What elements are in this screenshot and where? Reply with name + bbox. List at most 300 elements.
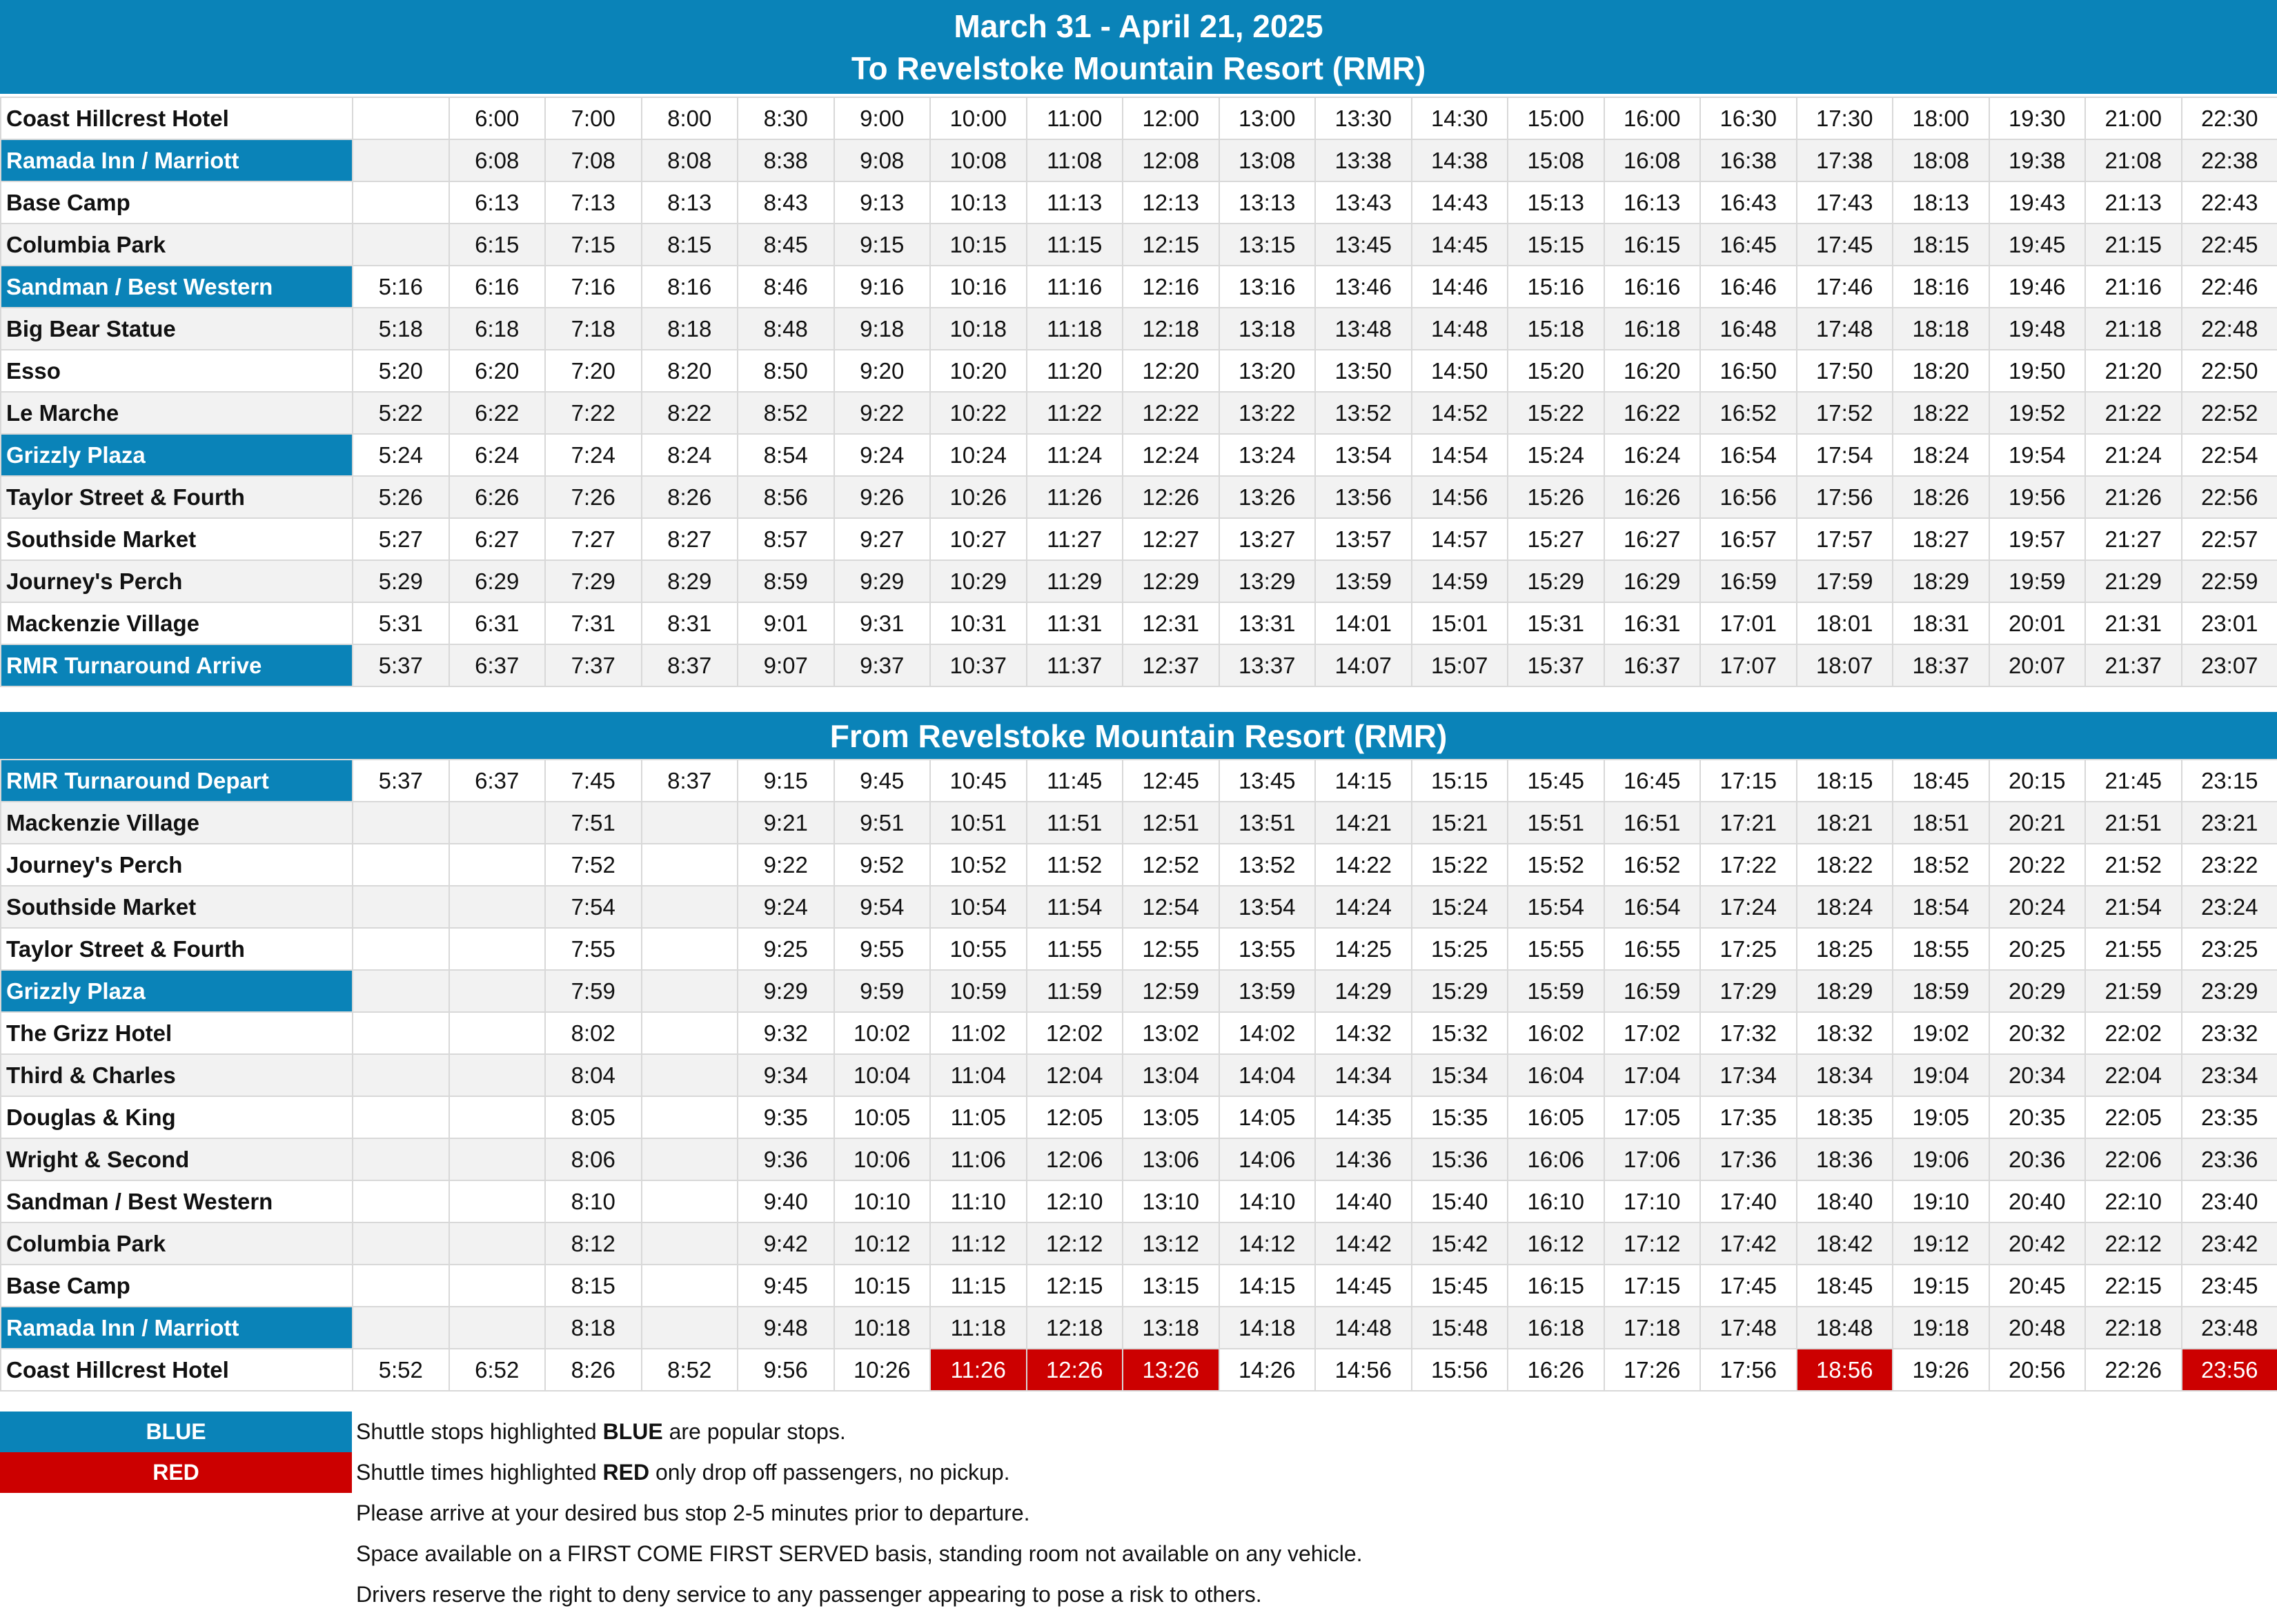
departure-time: 8:00 (642, 97, 738, 139)
departure-time: 10:00 (930, 97, 1027, 139)
stop-row (1, 928, 2277, 970)
departure-time: 14:01 (1315, 602, 1412, 644)
departure-time: 8:52 (738, 392, 834, 434)
departure-time: 20:22 (1989, 844, 2086, 886)
departure-time: 14:45 (1315, 1265, 1412, 1307)
stop-name: RMR Turnaround Depart (1, 760, 353, 802)
departure-time: 18:21 (1797, 802, 1893, 844)
legend-blue-swatch: BLUE (0, 1412, 352, 1452)
departure-time: 19:50 (1989, 350, 2086, 392)
departure-time: 15:00 (1508, 97, 1604, 139)
departure-time: 23:25 (2182, 928, 2277, 970)
departure-time: 10:18 (834, 1307, 931, 1349)
departure-time: 18:07 (1797, 644, 1893, 686)
departure-time: 16:52 (1700, 392, 1797, 434)
departure-time: 13:45 (1219, 760, 1316, 802)
departure-time: 15:15 (1412, 760, 1508, 802)
departure-time (449, 844, 546, 886)
departure-time: 19:05 (1893, 1096, 1989, 1138)
legend-blue-post: are popular stops. (662, 1419, 846, 1444)
departure-time: 14:38 (1412, 139, 1508, 181)
stop-row (1, 1096, 2277, 1138)
departure-time (642, 1180, 738, 1222)
departure-time: 10:37 (930, 644, 1027, 686)
departure-time: 16:00 (1604, 97, 1701, 139)
departure-time: 16:59 (1604, 970, 1701, 1012)
departure-time: 19:12 (1893, 1222, 1989, 1265)
departure-time: 9:29 (738, 970, 834, 1012)
departure-time (642, 928, 738, 970)
departure-time: 18:15 (1893, 224, 1989, 266)
departure-time: 8:24 (642, 434, 738, 476)
departure-time: 14:57 (1412, 518, 1508, 560)
stop-row (1, 1054, 2277, 1096)
departure-time: 13:57 (1315, 518, 1412, 560)
departure-time: 17:01 (1700, 602, 1797, 644)
stop-row (1, 1222, 2277, 1265)
departure-time: 19:38 (1989, 139, 2086, 181)
from-rmr-title: From Revelstoke Mountain Resort (RMR) (0, 712, 2277, 759)
departure-time: 9:01 (738, 602, 834, 644)
departure-time: 22:12 (2085, 1222, 2182, 1265)
departure-time: 10:12 (834, 1222, 931, 1265)
stop-name: Journey's Perch (1, 560, 353, 602)
departure-time: 18:13 (1893, 181, 1989, 224)
departure-time: 11:10 (930, 1180, 1027, 1222)
stop-name: Coast Hillcrest Hotel (1, 1349, 353, 1391)
departure-time: 20:56 (1989, 1349, 2086, 1391)
departure-time: 13:02 (1123, 1012, 1219, 1054)
departure-time: 9:45 (834, 760, 931, 802)
departure-time: 13:18 (1123, 1307, 1219, 1349)
departure-time: 9:25 (738, 928, 834, 970)
departure-time: 5:52 (353, 1349, 449, 1391)
departure-time: 7:16 (545, 266, 642, 308)
departure-time: 14:25 (1315, 928, 1412, 970)
departure-time: 16:30 (1700, 97, 1797, 139)
departure-time: 12:12 (1027, 1222, 1123, 1265)
departure-time: 20:24 (1989, 886, 2086, 928)
departure-time: 13:37 (1219, 644, 1316, 686)
departure-time: 15:24 (1412, 886, 1508, 928)
date-range-title: March 31 - April 21, 2025 (954, 8, 1323, 44)
departure-time: 16:55 (1604, 928, 1701, 970)
departure-time: 6:31 (449, 602, 546, 644)
stop-name: Ramada Inn / Marriott (1, 1307, 353, 1349)
departure-time: 14:12 (1219, 1222, 1316, 1265)
departure-time: 13:52 (1219, 844, 1316, 886)
departure-time: 11:55 (1027, 928, 1123, 970)
departure-time: 14:48 (1315, 1307, 1412, 1349)
departure-time: 23:07 (2182, 644, 2277, 686)
departure-time: 15:35 (1412, 1096, 1508, 1138)
departure-time (353, 224, 449, 266)
departure-time: 20:32 (1989, 1012, 2086, 1054)
departure-time: 20:35 (1989, 1096, 2086, 1138)
departure-time: 9:45 (738, 1265, 834, 1307)
departure-time: 15:32 (1412, 1012, 1508, 1054)
departure-time: 9:20 (834, 350, 931, 392)
departure-time: 11:15 (930, 1265, 1027, 1307)
departure-time: 8:26 (642, 476, 738, 518)
departure-time: 5:26 (353, 476, 449, 518)
departure-time: 18:51 (1893, 802, 1989, 844)
departure-time: 16:43 (1700, 181, 1797, 224)
departure-time: 5:16 (353, 266, 449, 308)
departure-time: 18:27 (1893, 518, 1989, 560)
departure-time: 14:40 (1315, 1180, 1412, 1222)
departure-time: 12:20 (1123, 350, 1219, 392)
departure-time: 7:15 (545, 224, 642, 266)
departure-time: 11:12 (930, 1222, 1027, 1265)
departure-time: 13:29 (1219, 560, 1316, 602)
departure-time: 10:26 (834, 1349, 931, 1391)
departure-time: 5:37 (353, 644, 449, 686)
departure-time: 8:29 (642, 560, 738, 602)
departure-time: 17:15 (1700, 760, 1797, 802)
stop-row (1, 224, 2277, 266)
departure-time: 15:18 (1508, 308, 1604, 350)
departure-time (642, 802, 738, 844)
legend-blue-bold: BLUE (602, 1419, 663, 1444)
departure-time: 11:08 (1027, 139, 1123, 181)
departure-time: 13:59 (1315, 560, 1412, 602)
departure-time: 9:32 (738, 1012, 834, 1054)
departure-time: 11:16 (1027, 266, 1123, 308)
departure-time: 8:02 (545, 1012, 642, 1054)
departure-time: 8:10 (545, 1180, 642, 1222)
departure-time: 17:54 (1797, 434, 1893, 476)
departure-time: 22:57 (2182, 518, 2277, 560)
departure-time: 14:56 (1412, 476, 1508, 518)
departure-time: 17:50 (1797, 350, 1893, 392)
departure-time: 12:24 (1123, 434, 1219, 476)
departure-time: 16:15 (1604, 224, 1701, 266)
departure-time: 9:24 (738, 886, 834, 928)
departure-time: 21:00 (2085, 97, 2182, 139)
departure-time: 16:31 (1604, 602, 1701, 644)
departure-time (449, 1222, 546, 1265)
departure-time: 7:52 (545, 844, 642, 886)
departure-time: 9:56 (738, 1349, 834, 1391)
departure-time: 18:54 (1893, 886, 1989, 928)
departure-time (353, 928, 449, 970)
departure-time: 16:05 (1508, 1096, 1604, 1138)
departure-time: 9:37 (834, 644, 931, 686)
departure-time: 17:32 (1700, 1012, 1797, 1054)
departure-time (449, 886, 546, 928)
departure-time: 11:18 (930, 1307, 1027, 1349)
departure-time: 10:29 (930, 560, 1027, 602)
departure-time: 23:48 (2182, 1307, 2277, 1349)
departure-time: 8:56 (738, 476, 834, 518)
departure-time: 15:16 (1508, 266, 1604, 308)
departure-time: 6:26 (449, 476, 546, 518)
departure-time: 14:07 (1315, 644, 1412, 686)
departure-time: 22:06 (2085, 1138, 2182, 1180)
departure-time: 7:18 (545, 308, 642, 350)
stop-name: Sandman / Best Western (1, 266, 353, 308)
departure-time (353, 181, 449, 224)
departure-time: 6:29 (449, 560, 546, 602)
departure-time: 13:08 (1219, 139, 1316, 181)
departure-time: 6:15 (449, 224, 546, 266)
departure-time: 8:37 (642, 760, 738, 802)
departure-time: 16:24 (1604, 434, 1701, 476)
departure-time: 10:18 (930, 308, 1027, 350)
departure-time (353, 1307, 449, 1349)
departure-time: 8:08 (642, 139, 738, 181)
stop-name: Big Bear Statue (1, 308, 353, 350)
departure-time: 15:36 (1412, 1138, 1508, 1180)
departure-time: 9:13 (834, 181, 931, 224)
departure-time: 15:59 (1508, 970, 1604, 1012)
departure-time (449, 802, 546, 844)
departure-time (642, 1307, 738, 1349)
departure-time: 16:51 (1604, 802, 1701, 844)
departure-time: 23:24 (2182, 886, 2277, 928)
departure-time: 21:18 (2085, 308, 2182, 350)
departure-time: 18:16 (1893, 266, 1989, 308)
departure-time: 22:59 (2182, 560, 2277, 602)
departure-time: 15:01 (1412, 602, 1508, 644)
departure-time: 12:02 (1027, 1012, 1123, 1054)
departure-time: 21:55 (2085, 928, 2182, 970)
departure-time: 14:34 (1315, 1054, 1412, 1096)
departure-time: 21:24 (2085, 434, 2182, 476)
legend-red-text (356, 1452, 1010, 1493)
departure-time: 21:45 (2085, 760, 2182, 802)
departure-time: 19:54 (1989, 434, 2086, 476)
departure-time: 15:45 (1508, 760, 1604, 802)
departure-time: 16:50 (1700, 350, 1797, 392)
departure-time: 22:05 (2085, 1096, 2182, 1138)
departure-time: 21:20 (2085, 350, 2182, 392)
departure-time: 22:18 (2085, 1307, 2182, 1349)
departure-time: 18:01 (1797, 602, 1893, 644)
departure-time: 17:12 (1604, 1222, 1701, 1265)
departure-time: 9:21 (738, 802, 834, 844)
departure-time: 18:48 (1797, 1307, 1893, 1349)
departure-time: 20:45 (1989, 1265, 2086, 1307)
departure-time: 16:02 (1508, 1012, 1604, 1054)
departure-time: 12:37 (1123, 644, 1219, 686)
stop-name: Base Camp (1, 181, 353, 224)
departure-time (449, 928, 546, 970)
departure-time: 19:15 (1893, 1265, 1989, 1307)
departure-time: 15:48 (1412, 1307, 1508, 1349)
departure-time: 7:31 (545, 602, 642, 644)
departure-time: 14:46 (1412, 266, 1508, 308)
departure-time: 7:51 (545, 802, 642, 844)
departure-time: 13:50 (1315, 350, 1412, 392)
departure-time: 7:13 (545, 181, 642, 224)
departure-time: 17:05 (1604, 1096, 1701, 1138)
stop-name: Base Camp (1, 1265, 353, 1307)
legend-note-row (0, 1493, 2277, 1534)
departure-time: 16:29 (1604, 560, 1701, 602)
departure-time: 13:55 (1219, 928, 1316, 970)
departure-time: 22:48 (2182, 308, 2277, 350)
departure-time: 11:51 (1027, 802, 1123, 844)
departure-time: 8:57 (738, 518, 834, 560)
departure-time: 17:26 (1604, 1349, 1701, 1391)
departure-time: 17:40 (1700, 1180, 1797, 1222)
departure-time: 10:24 (930, 434, 1027, 476)
departure-time: 18:15 (1797, 760, 1893, 802)
departure-time: 11:31 (1027, 602, 1123, 644)
stop-name: Douglas & King (1, 1096, 353, 1138)
departure-time: 10:31 (930, 602, 1027, 644)
departure-time: 17:34 (1700, 1054, 1797, 1096)
departure-time: 15:54 (1508, 886, 1604, 928)
departure-time: 14:56 (1315, 1349, 1412, 1391)
departure-time: 11:59 (1027, 970, 1123, 1012)
departure-time: 10:59 (930, 970, 1027, 1012)
departure-time: 6:37 (449, 644, 546, 686)
departure-time: 15:37 (1508, 644, 1604, 686)
departure-time: 16:18 (1508, 1307, 1604, 1349)
departure-time: 18:25 (1797, 928, 1893, 970)
departure-time: 9:16 (834, 266, 931, 308)
departure-time: 12:52 (1123, 844, 1219, 886)
departure-time: 9:35 (738, 1096, 834, 1138)
departure-time: 12:06 (1027, 1138, 1123, 1180)
departure-time: 22:04 (2085, 1054, 2182, 1096)
departure-time: 7:54 (545, 886, 642, 928)
stop-row (1, 644, 2277, 686)
departure-time (642, 1265, 738, 1307)
departure-time: 16:52 (1604, 844, 1701, 886)
departure-time (449, 1180, 546, 1222)
departure-time: 18:32 (1797, 1012, 1893, 1054)
departure-time: 14:21 (1315, 802, 1412, 844)
departure-time: 18:36 (1797, 1138, 1893, 1180)
departure-time (353, 1222, 449, 1265)
departure-time: 8:46 (738, 266, 834, 308)
departure-time: 15:27 (1508, 518, 1604, 560)
departure-time: 15:21 (1412, 802, 1508, 844)
departure-time: 15:52 (1508, 844, 1604, 886)
departure-time (353, 970, 449, 1012)
from-rmr-timetable (0, 759, 2277, 1392)
departure-time: 22:10 (2085, 1180, 2182, 1222)
departure-time: 9:22 (738, 844, 834, 886)
departure-time: 16:37 (1604, 644, 1701, 686)
departure-time: 19:26 (1893, 1349, 1989, 1391)
departure-time: 8:12 (545, 1222, 642, 1265)
departure-time: 12:26 (1027, 1349, 1123, 1391)
departure-time: 13:31 (1219, 602, 1316, 644)
departure-time: 5:27 (353, 518, 449, 560)
departure-time: 8:05 (545, 1096, 642, 1138)
departure-time: 18:20 (1893, 350, 1989, 392)
departure-time: 22:52 (2182, 392, 2277, 434)
departure-time: 8:22 (642, 392, 738, 434)
departure-time: 8:18 (545, 1307, 642, 1349)
departure-time: 14:59 (1412, 560, 1508, 602)
departure-time: 6:27 (449, 518, 546, 560)
departure-time: 18:18 (1893, 308, 1989, 350)
departure-time: 23:29 (2182, 970, 2277, 1012)
departure-time: 19:59 (1989, 560, 2086, 602)
departure-time: 11:27 (1027, 518, 1123, 560)
departure-time: 13:26 (1219, 476, 1316, 518)
departure-time: 6:24 (449, 434, 546, 476)
legend-red-post: only drop off passengers, no pickup. (649, 1460, 1010, 1485)
stop-row (1, 1307, 2277, 1349)
departure-time: 13:52 (1315, 392, 1412, 434)
departure-time: 22:54 (2182, 434, 2277, 476)
stop-name: Southside Market (1, 886, 353, 928)
stop-row (1, 1265, 2277, 1307)
departure-time: 15:40 (1412, 1180, 1508, 1222)
departure-time (353, 1180, 449, 1222)
stop-row (1, 476, 2277, 518)
departure-time: 6:22 (449, 392, 546, 434)
departure-time: 16:54 (1604, 886, 1701, 928)
departure-time: 10:45 (930, 760, 1027, 802)
departure-time: 13:59 (1219, 970, 1316, 1012)
departure-time: 23:35 (2182, 1096, 2277, 1138)
legend-note-row (0, 1574, 2277, 1615)
departure-time: 13:18 (1219, 308, 1316, 350)
departure-time: 23:21 (2182, 802, 2277, 844)
stop-name: Ramada Inn / Marriott (1, 139, 353, 181)
departure-time: 6:20 (449, 350, 546, 392)
departure-time: 14:43 (1412, 181, 1508, 224)
departure-time: 12:00 (1123, 97, 1219, 139)
departure-time: 17:07 (1700, 644, 1797, 686)
departure-time: 11:22 (1027, 392, 1123, 434)
stop-row (1, 886, 2277, 928)
departure-time: 13:38 (1315, 139, 1412, 181)
departure-time: 17:42 (1700, 1222, 1797, 1265)
departure-time: 11:20 (1027, 350, 1123, 392)
departure-time: 9:52 (834, 844, 931, 886)
departure-time: 18:56 (1797, 1349, 1893, 1391)
stop-row (1, 181, 2277, 224)
departure-time: 18:22 (1893, 392, 1989, 434)
stop-name: Mackenzie Village (1, 802, 353, 844)
departure-time: 18:08 (1893, 139, 1989, 181)
departure-time: 10:16 (930, 266, 1027, 308)
departure-time: 14:22 (1315, 844, 1412, 886)
departure-time: 9:29 (834, 560, 931, 602)
departure-time: 9:15 (834, 224, 931, 266)
departure-time (449, 970, 546, 1012)
departure-time (642, 1054, 738, 1096)
departure-time: 10:13 (930, 181, 1027, 224)
departure-time: 7:24 (545, 434, 642, 476)
departure-time: 14:02 (1219, 1012, 1316, 1054)
departure-time: 20:29 (1989, 970, 2086, 1012)
departure-time: 18:52 (1893, 844, 1989, 886)
departure-time: 20:48 (1989, 1307, 2086, 1349)
departure-time (642, 1012, 738, 1054)
departure-time: 8:38 (738, 139, 834, 181)
stop-row (1, 1012, 2277, 1054)
departure-time: 19:46 (1989, 266, 2086, 308)
departure-time: 16:54 (1700, 434, 1797, 476)
departure-time: 11:15 (1027, 224, 1123, 266)
departure-time: 8:48 (738, 308, 834, 350)
departure-time: 12:51 (1123, 802, 1219, 844)
departure-time: 16:10 (1508, 1180, 1604, 1222)
departure-time: 11:24 (1027, 434, 1123, 476)
departure-time: 12:13 (1123, 181, 1219, 224)
departure-time: 20:36 (1989, 1138, 2086, 1180)
